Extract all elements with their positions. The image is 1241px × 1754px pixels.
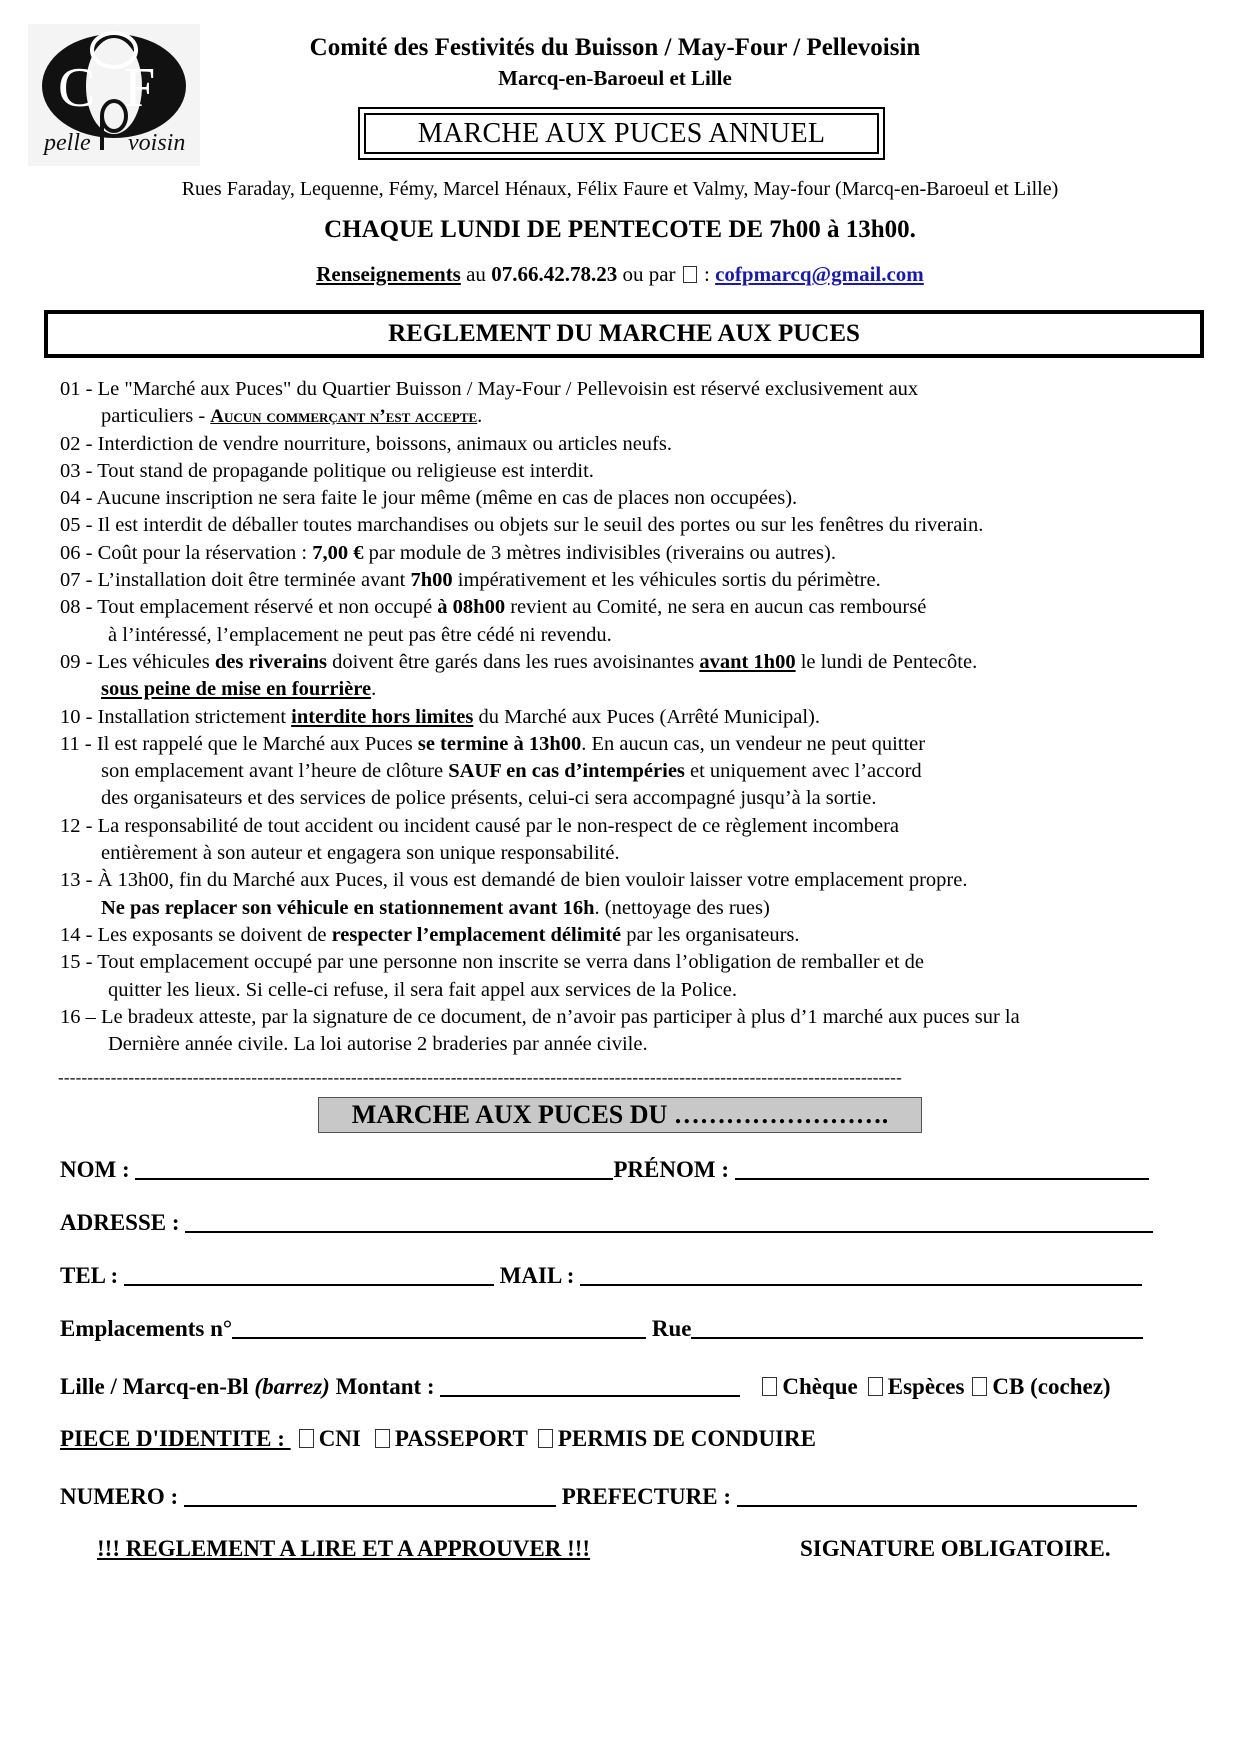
rule-text: . [371, 678, 377, 701]
id-label: PIECE D'IDENTITE : [60, 1426, 291, 1451]
rule-15: 15 - Tout emplacement occupé par une personne non inscrite se verra dans l’obligation de remballer et de [60, 951, 924, 974]
contact-phone: 07.66.42.78.23 [491, 262, 618, 286]
rule-emphasis: 7,00 € [312, 541, 364, 564]
contact-colon: : [698, 262, 716, 286]
rule-01-cont [60, 403, 1210, 430]
rule-text: . (nettoyage des rues) [594, 896, 770, 919]
cni-label: CNI [318, 1426, 361, 1451]
city-note: (barrez) [254, 1374, 330, 1399]
cfp-logo [28, 24, 200, 166]
rule-text: . [477, 405, 483, 428]
emplacements-label: Emplacements n° [60, 1316, 233, 1341]
cb-checkbox[interactable] [972, 1377, 987, 1396]
rule-07 [60, 567, 1210, 594]
especes-checkbox[interactable] [868, 1377, 883, 1396]
contact-line [60, 262, 1180, 287]
approve-notice: !!! REGLEMENT A LIRE ET A APPROUVER !!! [97, 1536, 591, 1561]
rule-text: 06 - Coût pour la réservation : [60, 541, 313, 564]
rule-text: du Marché aux Puces (Arrêté Municipal). [473, 705, 821, 728]
contact-mid: au [460, 262, 492, 286]
streets-text: Rues Faraday, Lequenne, Fémy, Marcel Hénaux, Félix Faure et Valmy, May-four (Marcq-en-Baroeul et Lille) [181, 178, 1059, 200]
contact-or: ou par [617, 262, 681, 286]
rue-label: Rue [646, 1316, 692, 1341]
rule-emphasis: SAUF en cas d’intempéries [448, 760, 685, 783]
rule-10 [60, 704, 1210, 731]
city-label: Lille / Marcq-en-Bl [60, 1374, 255, 1399]
adresse-label: ADRESSE : [60, 1210, 186, 1235]
svg-text:pelle: pelle [44, 130, 91, 156]
rule-text: 07 - L’installation doit être terminée avant [60, 569, 411, 592]
org-title: Comité des Festivités du Buisson / May-Four / Pellevoisin [309, 34, 921, 61]
rule-text: le lundi de Pentecôte. [795, 650, 978, 673]
form-row-location [60, 1316, 1143, 1342]
passeport-label: PASSEPORT [394, 1426, 528, 1451]
rule-02: 02 - Interdiction de vendre nourriture, boissons, animaux ou articles neufs. [60, 432, 672, 455]
registration-date-title: MARCHE AUX PUCES DU ……………………. [318, 1097, 922, 1133]
rule-13: 13 - À 13h00, fin du Marché aux Puces, il vous est demandé de bien vouloir laisser votre emplacement propre. [60, 869, 968, 892]
passeport-checkbox[interactable] [375, 1429, 390, 1448]
rule-13-cont [60, 895, 1210, 922]
rule-text: 11 - Il est rappelé que le Marché aux Puces [60, 732, 418, 755]
rule-emphasis: des riverains [214, 650, 328, 673]
adresse-field[interactable] [185, 1230, 1153, 1233]
rule-08-cont: à l’intéressé, l’emplacement ne peut pas être cédé ni revendu. [108, 623, 612, 646]
main-title: MARCHE AUX PUCES ANNUEL [364, 113, 879, 154]
tel-field[interactable] [124, 1283, 494, 1286]
numero-label: NUMERO : [60, 1484, 184, 1509]
rule-text: doivent être garés dans les rues avoisinantes [327, 650, 700, 673]
especes-label: Espèces [887, 1374, 965, 1399]
permis-label: PERMIS DE CONDUIRE [557, 1426, 816, 1451]
cut-line: ------------------------------------------------------------------------------------------------------------------------------------------------ [58, 1068, 903, 1087]
contact-label: Renseignements [316, 262, 461, 286]
rule-text: revient au Comité, ne sera en aucun cas remboursé [505, 596, 927, 619]
main-title-box [358, 107, 885, 160]
rule-09-cont [60, 676, 1210, 703]
rules-list [60, 376, 1210, 1058]
rule-emphasis: Aucun commerçant n’est accepte [210, 406, 478, 428]
rule-text: son emplacement avant l’heure de clôture [101, 760, 449, 783]
cb-label: CB (cochez) [992, 1374, 1111, 1399]
prefecture-label: PREFECTURE : [555, 1484, 737, 1509]
cni-checkbox[interactable] [299, 1429, 314, 1448]
rule-12-cont: entièrement à son auteur et engagera son unique responsabilité. [101, 842, 620, 865]
form-row-address [60, 1210, 1153, 1236]
svg-text:C: C [58, 57, 96, 119]
envelope-icon [683, 266, 697, 283]
tel-label: TEL : [60, 1263, 124, 1288]
rule-12: 12 - La responsabilité de tout accident ou incident causé par le non-respect de ce règlement incombera [60, 814, 900, 837]
rule-emphasis: Ne pas replacer son véhicule en stationnement avant 16h [101, 896, 595, 919]
prenom-field[interactable] [735, 1177, 1149, 1180]
rules-title: REGLEMENT DU MARCHE AUX PUCES [44, 310, 1204, 358]
form-row-payment [60, 1374, 1111, 1400]
rule-text: particuliers - [101, 405, 211, 428]
rule-04: 04 - Aucune inscription ne sera faite le jour même (même en cas de places non occupées). [60, 487, 798, 510]
rule-08 [60, 594, 1210, 621]
prenom-label: PRÉNOM : [613, 1157, 735, 1182]
rule-15-cont: quitter les lieux. Si celle-ci refuse, il sera fait appel aux services de la Police. [108, 978, 737, 1001]
montant-field[interactable] [440, 1394, 740, 1397]
rule-emphasis: se termine à 13h00 [417, 732, 582, 755]
rule-text: 09 - Les véhicules [60, 650, 215, 673]
rule-emphasis: respecter l’emplacement délimité [331, 923, 622, 946]
rule-11-cont: des organisateurs et des services de police présents, celui-ci sera accompagné jusqu’à la sortie. [101, 787, 877, 810]
form-row-id-number [60, 1484, 1137, 1510]
rule-emphasis: avant 1h00 [699, 650, 796, 673]
svg-text:voisin: voisin [128, 130, 186, 156]
mail-label: MAIL : [493, 1263, 581, 1288]
rue-field[interactable] [691, 1336, 1143, 1339]
rule-text: impérativement et les véhicules sortis du périmètre. [452, 569, 881, 592]
cheque-label: Chèque [782, 1374, 858, 1399]
rule-16: 16 – Le bradeux atteste, par la signature de ce document, de n’avoir pas participer à plus d’1 marché aux puces sur la [60, 1005, 1020, 1028]
rule-text: et uniquement avec l’accord [684, 760, 922, 783]
rule-text: 08 - Tout emplacement réservé et non occupé [60, 596, 438, 619]
rule-emphasis: à 08h00 [437, 596, 506, 619]
prefecture-field[interactable] [737, 1504, 1137, 1507]
rule-09 [60, 649, 1210, 676]
permis-checkbox[interactable] [538, 1429, 553, 1448]
rule-05: 05 - Il est interdit de déballer toutes marchandises ou objets sur le seuil des portes ou sur les fenêtres du riverain. [60, 514, 984, 537]
schedule-text: CHAQUE LUNDI DE PENTECOTE DE 7h00 à 13h00. [324, 216, 916, 243]
rule-text: 14 - Les exposants se doivent de [60, 923, 332, 946]
form-row-id [60, 1426, 816, 1452]
contact-email-link[interactable]: cofpmarcq@gmail.com [715, 262, 924, 286]
rule-text: par les organisateurs. [621, 923, 800, 946]
rule-emphasis: interdite hors limites [291, 705, 474, 728]
form-row-contact [60, 1263, 1142, 1289]
rule-emphasis: 7h00 [410, 569, 453, 592]
cheque-checkbox[interactable] [762, 1377, 777, 1396]
rule-03: 03 - Tout stand de propagande politique ou religieuse est interdit. [60, 459, 594, 482]
numero-field[interactable] [184, 1504, 556, 1507]
montant-label: Montant : [329, 1374, 441, 1399]
nom-field[interactable] [135, 1177, 613, 1180]
signature-notice: SIGNATURE OBLIGATOIRE. [800, 1536, 1111, 1561]
emplacements-field[interactable] [232, 1336, 646, 1339]
form-row-name [60, 1157, 1149, 1183]
mail-field[interactable] [580, 1283, 1142, 1286]
rule-text: . En aucun cas, un vendeur ne peut quitter [581, 732, 926, 755]
rule-11 [60, 731, 1210, 758]
rule-emphasis: sous peine de mise en fourrière [101, 678, 372, 701]
svg-text:F: F [124, 57, 156, 119]
rule-text: par module de 3 mètres indivisibles (riverains ou autres). [363, 541, 836, 564]
rule-06 [60, 540, 1210, 567]
nom-label: NOM : [60, 1157, 136, 1182]
rule-text: 10 - Installation strictement [60, 705, 292, 728]
rule-16-cont: Dernière année civile. La loi autorise 2 braderies par année civile. [108, 1033, 648, 1056]
rule-01: 01 - Le "Marché aux Puces" du Quartier Buisson / May-Four / Pellevoisin est réservé exclusivement aux [60, 378, 919, 400]
org-subtitle: Marcq-en-Baroeul et Lille [498, 66, 732, 90]
rule-11-cont [60, 758, 1210, 785]
rule-14 [60, 922, 1210, 949]
